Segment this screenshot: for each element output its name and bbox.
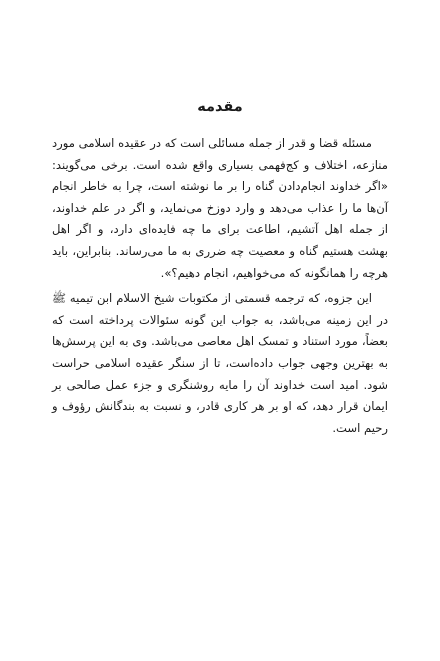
- paragraph-2: این جزوه، که ترجمه قسمتی از مکتوبات شیخ الاسلام ابن تیمیه ﷺ در این زمینه می‌باشد، به جواب این گونه سئوالات پرداخته است که بعضاً، مورد استناد و تمسک اهل معاصی می‌باشد. وی به این پرسش‌ها به بهترین وجهی جواب داده‌است، تا از سنگر عقیده اسلامی حراست شود. امید است خداوند آن را مایه روشنگری و جزء عمل صالحی بر ایمان قرار دهد، که او بر هر کاری قادر، و نسبت به بندگانش رؤوف و رحیم است.: [52, 291, 388, 435]
- paragraph-1: مسئله قضا و قدر از جمله مسائلی است که در عقیده اسلامی مورد منازعه، اختلاف و کج‌فهمی بسیاری واقع شده است. برخی می‌گویند: «اگر خداوند انجام‌دادن گناه را بر ما نوشته است، چرا به خاطر انجام آن‌ها ما را عذاب می‌دهد و وارد دوزخ می‌نماید، و اگر در علم خداوند، از جمله اهل آتشیم، اطاعت برای ما چه فایده‌ای دارد، و اگر اهل بهشت هستیم گناه و معصیت چه ضرری به ما می‌رساند. بنابراین، باید هرچه را همانگونه که می‌خواهیم، انجام دهیم؟».: [52, 136, 388, 280]
- body-text: [52, 133, 388, 439]
- page-title: مقدمه: [197, 99, 243, 115]
